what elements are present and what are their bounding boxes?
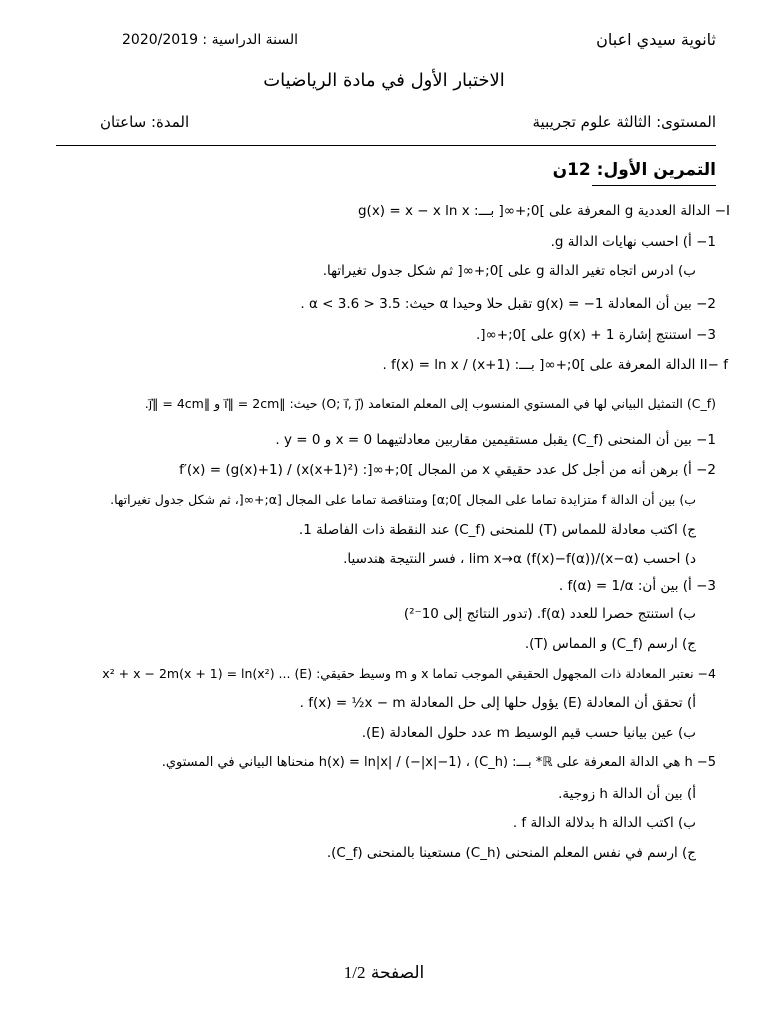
question-1b: ب) ادرس اتجاه تغير الدالة g على ]0;+∞[ ثم شكل جدول تغيراتها.: [322, 263, 696, 279]
question-II-5b: ب) اكتب الدالة h بدلالة الدالة f .: [512, 815, 696, 831]
exam-title: الاختبار الأول في مادة الرياضيات: [263, 70, 505, 91]
question-2: 2− بين أن المعادلة g(x) = −1 تقبل حلا وحيدا α حيث: 3.5 < α < 3.6 .: [300, 296, 716, 312]
curve-definition: (C_f) التمثيل البياني لها في المستوي المنسوب إلى المعلم المتعامد (O; i⃗, j⃗) حيث: ‖i⃗‖ = 2cm و ‖j⃗‖ = 4cm.: [144, 396, 716, 411]
page-number: 1/2: [343, 963, 366, 982]
question-II-5c: ج) ارسم في نفس المعلم المنحنى (C_h) مستعينا بالمنحنى (C_f).: [326, 845, 696, 861]
question-II-5a: أ) بين أن الدالة h زوجية.: [558, 786, 696, 802]
question-1a: 1− أ) احسب نهايات الدالة g.: [550, 234, 716, 250]
question-II-2c: ج) اكتب معادلة للمماس (T) للمنحنى (C_f) عند النقطة ذات الفاصلة 1.: [298, 522, 696, 538]
question-II-2d: د) احسب lim x→α (f(x)−f(α))/(x−α) ، فسر النتيجة هندسيا.: [343, 551, 696, 567]
question-3: 3− استنتج إشارة g(x) + 1 على ]0;+∞[.: [475, 327, 716, 343]
part-1-statement: I− الدالة العددية g المعرفة على ]0;+∞[ بـــ: g(x) = x − x ln x: [357, 203, 730, 219]
exercise-title: التمرين الأول: 12ن: [552, 160, 716, 180]
school-year: السنة الدراسية : 2020/2019: [122, 32, 299, 48]
question-II-4a: أ) تحقق أن المعادلة (E) يؤول حلها إلى حل المعادلة f(x) = ½x − m .: [299, 695, 696, 711]
question-II-2a: 2− أ) برهن أنه من أجل كل عدد حقيقي x من المجال ]0;+∞[: f′(x) = (g(x)+1) / (x(x+1)²): [179, 462, 716, 478]
question-II-1: 1− بين أن المنحنى (C_f) يقبل مستقيمين مقاربين معادلتيهما x = 0 و y = 0 .: [275, 432, 716, 448]
question-II-3c: ج) ارسم (C_f) و المماس (T).: [524, 636, 696, 652]
exercise-title-underline: [592, 185, 716, 186]
part-2-statement: II− f الدالة المعرفة على ]0;+∞[ بـــ: f(x) = ln x / (x+1) .: [382, 357, 728, 373]
question-II-4b: ب) عين بيانيا حسب قيم الوسيط m عدد حلول المعادلة (E).: [361, 725, 696, 741]
question-II-3a: 3− أ) بين أن: f(α) = 1/α .: [558, 578, 716, 594]
question-II-3b: ب) استنتج حصرا للعدد f(α). (تدور النتائج إلى 10⁻²): [403, 606, 696, 622]
question-II-4: 4− نعتبر المعادلة ذات المجهول الحقيقي الموجب تماما x و m وسيط حقيقي: (E) ... x² + x − 2m(x + 1) = ln(x²): [102, 666, 716, 681]
page-footer: [0, 963, 768, 983]
question-II-5: 5− h هي الدالة المعرفة على ℝ* بـــ: h(x) = ln|x| / (−|x|−1) ، (C_h) منحناها البياني في المستوي.: [161, 755, 716, 770]
level-label: المستوى: الثالثة علوم تجريبية: [532, 113, 716, 131]
school-name: ثانوية سيدي اعبان: [596, 30, 716, 49]
header-divider: [56, 145, 716, 146]
page-label: الصفحة: [370, 963, 425, 983]
question-II-2b: ب) بين أن الدالة f متزايدة تماما على المجال ]0;α] ومتناقصة تماما على المجال [α;+∞[، ثم شكل جدول تغيراتها.: [110, 492, 696, 507]
duration-label: المدة: ساعتان: [100, 113, 190, 131]
